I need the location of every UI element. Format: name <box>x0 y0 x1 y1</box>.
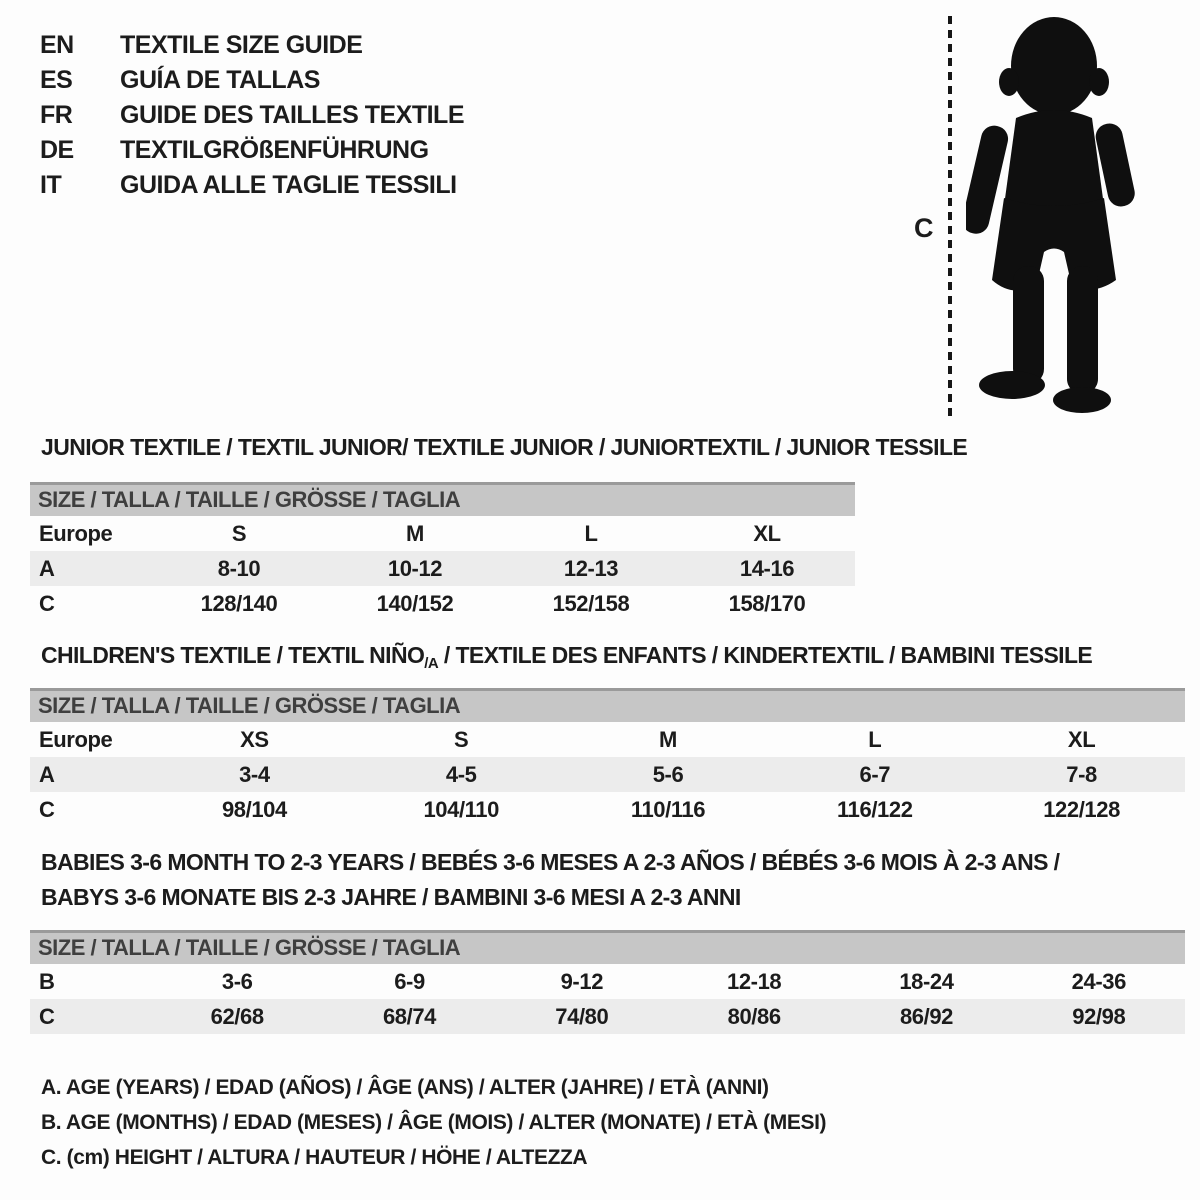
height-cell: 140/152 <box>376 591 454 616</box>
table-row-height <box>30 792 1185 827</box>
babies-size-table <box>30 930 1185 1034</box>
language-row <box>40 63 464 98</box>
size-cell: S <box>231 521 247 546</box>
babies-heading-line2: BABYS 3-6 MONATE BIS 2-3 JAHRE / BAMBINI 3-6 MESI A 2-3 ANNI <box>41 884 741 910</box>
height-cell: 74/80 <box>555 1004 609 1029</box>
age-cell: 10-12 <box>387 556 443 581</box>
size-cell: XS <box>240 727 269 752</box>
junior-section-heading: JUNIOR TEXTILE / TEXTIL JUNIOR/ TEXTILE JUNIOR / JUNIORTEXTIL / JUNIOR TESSILE <box>41 434 968 460</box>
note-line-c: C. (cm) HEIGHT / ALTURA / HAUTEUR / HÖHE / ALTEZZA <box>41 1146 588 1169</box>
table-row-europe <box>30 722 1185 757</box>
height-cell: 80/86 <box>727 1004 781 1029</box>
size-cell: S <box>454 727 469 752</box>
guide-title-fr: GUIDE DES TAILLES TEXTILE <box>120 101 465 129</box>
size-cell: M <box>659 727 677 752</box>
language-row <box>40 168 464 203</box>
row-label: C <box>39 1004 55 1029</box>
language-row <box>40 98 464 133</box>
months-cell: 3-6 <box>221 969 253 994</box>
note-line-a: A. AGE (YEARS) / EDAD (AÑOS) / ÂGE (ANS) / ALTER (JAHRE) / ETÀ (ANNI) <box>41 1076 769 1099</box>
size-cell: L <box>584 521 598 546</box>
age-cell: 8-10 <box>217 556 261 581</box>
babies-size-header-bar: SIZE / TALLA / TAILLE / GRÖSSE / TAGLIA <box>30 930 1185 964</box>
age-cell: 12-13 <box>563 556 619 581</box>
row-label: Europe <box>39 727 113 752</box>
height-measure-dashed-line <box>948 16 952 416</box>
row-label: C <box>39 797 55 822</box>
size-cell: XL <box>753 521 781 546</box>
size-cell: L <box>868 727 882 752</box>
height-cell: 158/170 <box>728 591 806 616</box>
months-cell: 24-36 <box>1071 969 1126 994</box>
months-cell: 9-12 <box>560 969 604 994</box>
language-row <box>40 133 464 168</box>
months-cell: 18-24 <box>899 969 954 994</box>
children-size-table <box>30 688 1185 827</box>
table-row-height <box>30 999 1185 1034</box>
table-row-age <box>30 551 855 586</box>
table-row-europe <box>30 516 855 551</box>
legend-notes <box>41 1070 826 1175</box>
height-cell: 128/140 <box>200 591 278 616</box>
guide-title-en: TEXTILE SIZE GUIDE <box>120 31 363 59</box>
guide-title-es: GUÍA DE TALLAS <box>120 66 320 94</box>
note-line-b: B. AGE (MONTHS) / EDAD (MESES) / ÂGE (MOIS) / ALTER (MONATE) / ETÀ (MESI) <box>41 1111 827 1134</box>
row-label: B <box>39 969 55 994</box>
age-cell: 7-8 <box>1066 762 1097 787</box>
age-cell: 3-4 <box>239 762 270 787</box>
row-label: A <box>39 762 55 787</box>
junior-size-table <box>30 482 855 621</box>
height-cell: 62/68 <box>210 1004 264 1029</box>
children-section-heading <box>41 642 1092 672</box>
language-title-list <box>40 28 464 203</box>
age-cell: 4-5 <box>445 762 477 787</box>
height-cell: 116/122 <box>837 797 913 822</box>
language-code: ES <box>40 66 73 94</box>
size-cell: M <box>406 521 424 546</box>
height-cell: 68/74 <box>382 1004 437 1029</box>
guide-title-it: GUIDA ALLE TAGLIE TESSILI <box>120 171 457 199</box>
height-cell: 152/158 <box>552 591 630 616</box>
language-code: FR <box>40 101 73 129</box>
row-label: A <box>39 556 55 581</box>
height-cell: 122/128 <box>1043 797 1120 822</box>
height-cell: 110/116 <box>630 797 706 822</box>
measure-label-c: C <box>914 213 934 243</box>
language-code: IT <box>40 171 62 199</box>
height-cell: 104/110 <box>423 797 499 822</box>
baby-silhouette-icon <box>966 14 1138 416</box>
months-cell: 6-9 <box>394 969 425 994</box>
row-label: C <box>39 591 55 616</box>
height-cell: 86/92 <box>899 1004 953 1029</box>
children-heading-part1: CHILDREN'S TEXTILE / TEXTIL NIÑO <box>41 642 425 668</box>
language-code: EN <box>40 31 74 59</box>
row-label: Europe <box>39 521 113 546</box>
age-cell: 14-16 <box>739 556 795 581</box>
language-row <box>40 28 464 63</box>
babies-section-heading <box>41 845 1059 915</box>
children-heading-sub: /A <box>424 655 439 672</box>
table-row-months <box>30 964 1185 999</box>
language-code: DE <box>40 136 74 164</box>
guide-title-de: TEXTILGRÖßENFÜHRUNG <box>120 136 429 164</box>
age-cell: 6-7 <box>859 762 891 787</box>
table-row-age <box>30 757 1185 792</box>
children-size-header-bar: SIZE / TALLA / TAILLE / GRÖSSE / TAGLIA <box>30 688 1185 722</box>
months-cell: 12-18 <box>727 969 782 994</box>
junior-size-header-bar: SIZE / TALLA / TAILLE / GRÖSSE / TAGLIA <box>30 482 855 516</box>
babies-heading-line1: BABIES 3-6 MONTH TO 2-3 YEARS / BEBÉS 3-6 MESES A 2-3 AÑOS / BÉBÉS 3-6 MOIS À 2-3 ANS / <box>41 849 1060 875</box>
size-cell: XL <box>1067 727 1096 752</box>
age-cell: 5-6 <box>652 762 684 787</box>
height-cell: 92/98 <box>1072 1004 1126 1029</box>
children-heading-part2: / TEXTILE DES ENFANTS / KINDERTEXTIL / BAMBINI TESSILE <box>438 642 1093 668</box>
height-cell: 98/104 <box>221 797 287 822</box>
table-row-height <box>30 586 855 621</box>
